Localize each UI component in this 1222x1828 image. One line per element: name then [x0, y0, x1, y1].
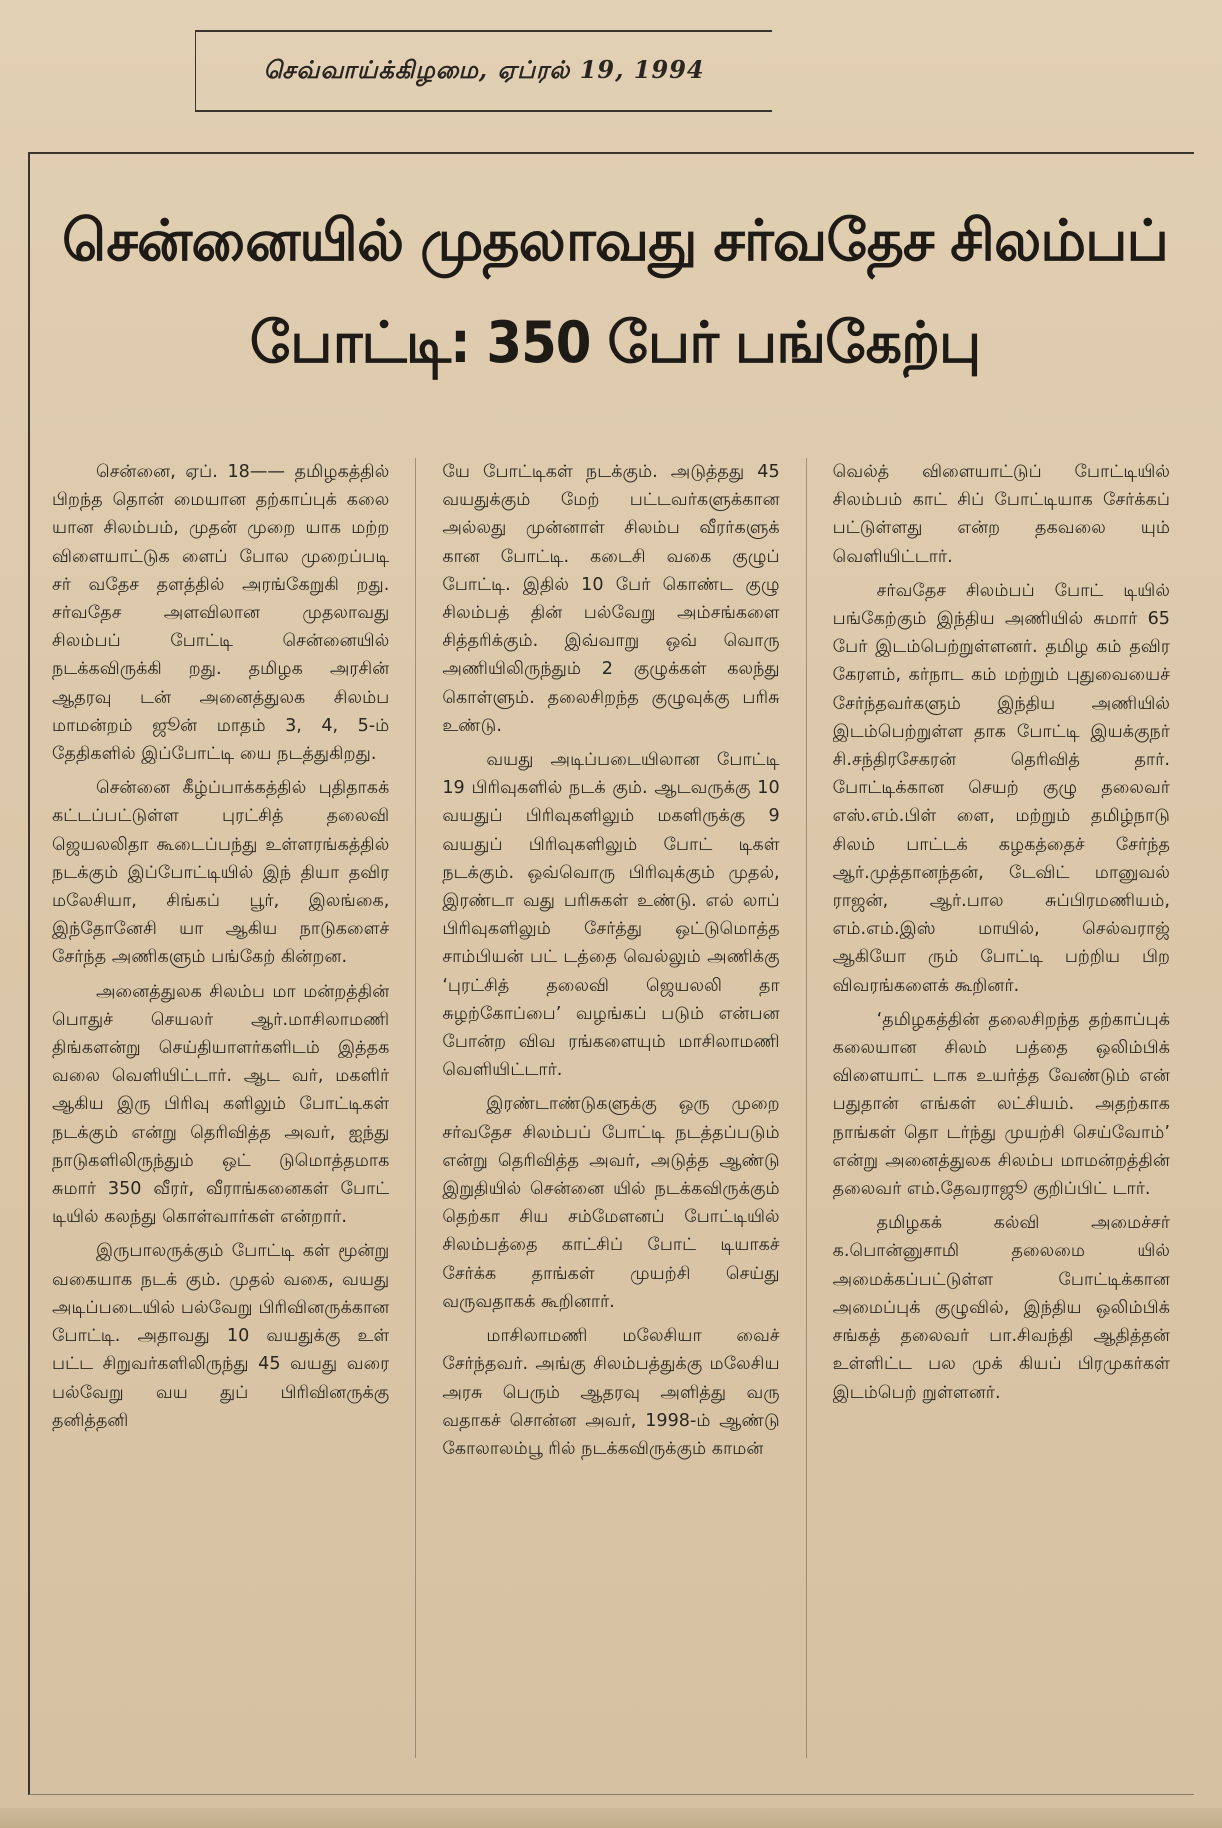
- paragraph: இருபாலருக்கும் போட்டி கள் மூன்று வகையாக நடக் கும். முதல் வகை, வயது அடிப்படையில் பல்வேறு பிரிவினருக்கான போட்டி. அதாவது 10 வயதுக்கு உள் பட்ட சிறுவர்களிலிருந்து 45 வயது வரை பல்வேறு வய துப் பிரிவினருக்கு தனித்தனி: [52, 1241, 390, 1431]
- paragraph: யே போட்டிகள் நடக்கும். அடுத்தது 45 வயதுக்கும் மேற் பட்டவர்களுக்கான அல்லது முன்னாள் சிலம்ப வீரர்களுக் கான போட்டி. கடைசி வகை குழுப் போட்டி. இதில் 10 பேர் கொண்ட குழு சிலம்பத் தின் பல்வேறு அம்சங்களை சித்தரிக்கும். இவ்வாறு ஒவ் வொரு அணியிலிருந்தும் 2 குழுக்கள் கலந்து கொள்ளும். தலைசிறந்த குழுவுக்கு பரிசு உண்டு.: [442, 462, 780, 736]
- article-column-2: [442, 458, 779, 1758]
- paragraph: வயது அடிப்படையிலான போட்டி 19 பிரிவுகளில் நடக் கும். ஆடவருக்கு 10 வயதுப் பிரிவுகளிலும் மகளிருக்கு 9 வயதுப் பிரிவுகளிலும் போட் டிகள் நடக்கும். ஒவ்வொரு பிரிவுக்கும் முதல், இரண்டா வது பரிசுகள் உண்டு. எல் லாப் பிரிவுகளிலும் சேர்த்து ஒட்டுமொத்த சாம்பியன் பட் டத்தை வெல்லும் அணிக்கு ‘புரட்சித் தலைவி ஜெயலலி தா சுழற்கோப்பை’ வழங்கப் படும் என்பன போன்ற விவ ரங்களையும் மாசிலாமணி வெளியிட்டார்.: [442, 750, 780, 1081]
- paragraph: சென்னை, ஏப். 18—— தமிழகத்தில் பிறந்த தொன் மையான தற்காப்புக் கலை யான சிலம்பம், முதன் முறை யாக மற்ற விளையாட்டுக ளைப் போல முறைப்படி சர் வதேச தளத்தில் அரங்கேறுகி றது. சர்வதேச அளவிலான முதலாவது சிலம்பப் போட்டி சென்னையில் நடக்கவிருக்கி றது. தமிழக அரசின் ஆதரவு டன் அனைத்துலக சிலம்ப மாமன்றம் ஜூன் மாதம் 3, 4, 5-ம் தேதிகளில் இப்போட்டி யை நடத்துகிறது.: [52, 462, 390, 765]
- article-column-1: [52, 458, 389, 1758]
- paragraph: வெல்த் விளையாட்டுப் போட்டியில் சிலம்பம் காட் சிப் போட்டியாக சேர்க்கப் பட்டுள்ளது என்ற தகவலை யும் வெளியிட்டார்.: [832, 462, 1170, 567]
- paragraph: சர்வதேச சிலம்பப் போட் டியில் பங்கேற்கும் இந்திய அணியில் சுமார் 65 பேர் இடம்பெற்றுள்ளனர். தமிழ கம் தவிர கேரளம், கர்நாட கம் மற்றும் புதுவையைச் சேர்ந்தவர்களும் இந்திய அணியில் இடம்பெற்றுள்ள தாக போட்டி இயக்குநர் சி.சந்திரசேகரன் தெரிவித் தார். போட்டிக்கான செயற் குழு தலைவர் எஸ்.எம்.பிள் ளை, மற்றும் தமிழ்நாடு சிலம் பாட்டக் கழகத்தைச் சேர்ந்த ஆர்.முத்தானந்தன், டேவிட் மானுவல் ராஜன், ஆர்.பால சுப்பிரமணியம், எம்.எம்.இஸ் மாயில், செல்வராஜ் ஆகியோ ரும் போட்டி பற்றிய பிற விவரங்களைக் கூறினர்.: [832, 580, 1170, 996]
- paragraph: தமிழகக் கல்வி அமைச்சர் க.பொன்னுசாமி தலைமை யில் அமைக்கப்பட்டுள்ள போட்டிக்கான அமைப்புக் குழுவில், இந்திய ஒலிம்பிக் சங்கத் தலைவர் பா.சிவந்தி ஆதித்தன் உள்ளிட்ட பல முக் கியப் பிரமுகர்கள் இடம்பெற் றுள்ளனர்.: [832, 1213, 1170, 1403]
- paragraph: மாசிலாமணி மலேசியா வைச் சேர்ந்தவர். அங்கு சிலம்பத்துக்கு மலேசிய அரசு பெரும் ஆதரவு அளித்து வரு வதாகச் சொன்ன அவர், 1998-ம் ஆண்டு கோலாலம்பூ ரில் நடக்கவிருக்கும் காமன்: [442, 1326, 780, 1459]
- paragraph: ‘தமிழகத்தின் தலைசிறந்த தற்காப்புக் கலையான சிலம் பத்தை ஒலிம்பிக் விளையாட் டாக உயர்த்த வேண்டும் என் பதுதான் எங்கள் லட்சியம். அதற்காக நாங்கள் தொ டர்ந்து முயற்சி செய்வோம்’ என்று அனைத்துலக சிலம்ப மாமன்றத்தின் தலைவர் எம்.தேவராஜூ குறிப்பிட் டார்.: [832, 1009, 1170, 1200]
- dateline: செவ்வாய்க்கிழமை, ஏப்ரல் 19, 1994: [263, 55, 705, 84]
- headline-line-1: சென்னையில் முதலாவது சர்வதேச சிலம்பப்: [62, 208, 1168, 274]
- headline-line-2: போட்டி: 350 பேர் பங்கேற்பு: [249, 310, 981, 376]
- paper-edge: [0, 1808, 1222, 1828]
- paragraph: இரண்டாண்டுகளுக்கு ஒரு முறை சர்வதேச சிலம்பப் போட்டி நடத்தப்படும் என்று தெரிவித்த அவர், அடுத்த ஆண்டு இறுதியில் சென்னை யில் நடக்கவிருக்கும் தெற்கா சிய சம்மேளனப் போட்டியில் சிலம்பத்தை காட்சிப் போட் டியாகச் சேர்க்க தாங்கள் முயற்சி செய்து வருவதாகக் கூறினார்.: [442, 1094, 780, 1312]
- article-column-3: [833, 458, 1170, 1758]
- dateline-box: [195, 30, 772, 112]
- headline: [40, 190, 1190, 394]
- paragraph: சென்னை கீழ்ப்பாக்கத்தில் புதிதாகக் கட்டப்பட்டுள்ள புரட்சித் தலைவி ஜெயலலிதா கூடைப்பந்து உள்ளரங்கத்தில் நடக்கும் இப்போட்டியில் இந் தியா தவிர மலேசியா, சிங்கப் பூர், இலங்கை, இந்தோனேசி யா ஆகிய நாடுகளைச் சேர்ந்த அணிகளும் பங்கேற் கின்றன.: [52, 778, 390, 968]
- column-divider: [415, 458, 416, 1758]
- paragraph: அனைத்துலக சிலம்ப மா மன்றத்தின் பொதுச் செயலர் ஆர்.மாசிலாமணி திங்களன்று செய்தியாளர்களிடம் இத்தக வலை வெளியிட்டார். ஆட வர், மகளிர் ஆகிய இரு பிரிவு களிலும் போட்டிகள் நடக்கும் என்று தெரிவித்த அவர், ஐந்து நாடுகளிலிருந்தும் ஒட் டுமொத்தமாக சுமார் 350 வீரர், வீராங்கனைகள் போட் டியில் கலந்து கொள்வார்கள் என்றார்.: [52, 981, 390, 1228]
- article-body: [52, 458, 1170, 1758]
- column-divider: [806, 458, 807, 1758]
